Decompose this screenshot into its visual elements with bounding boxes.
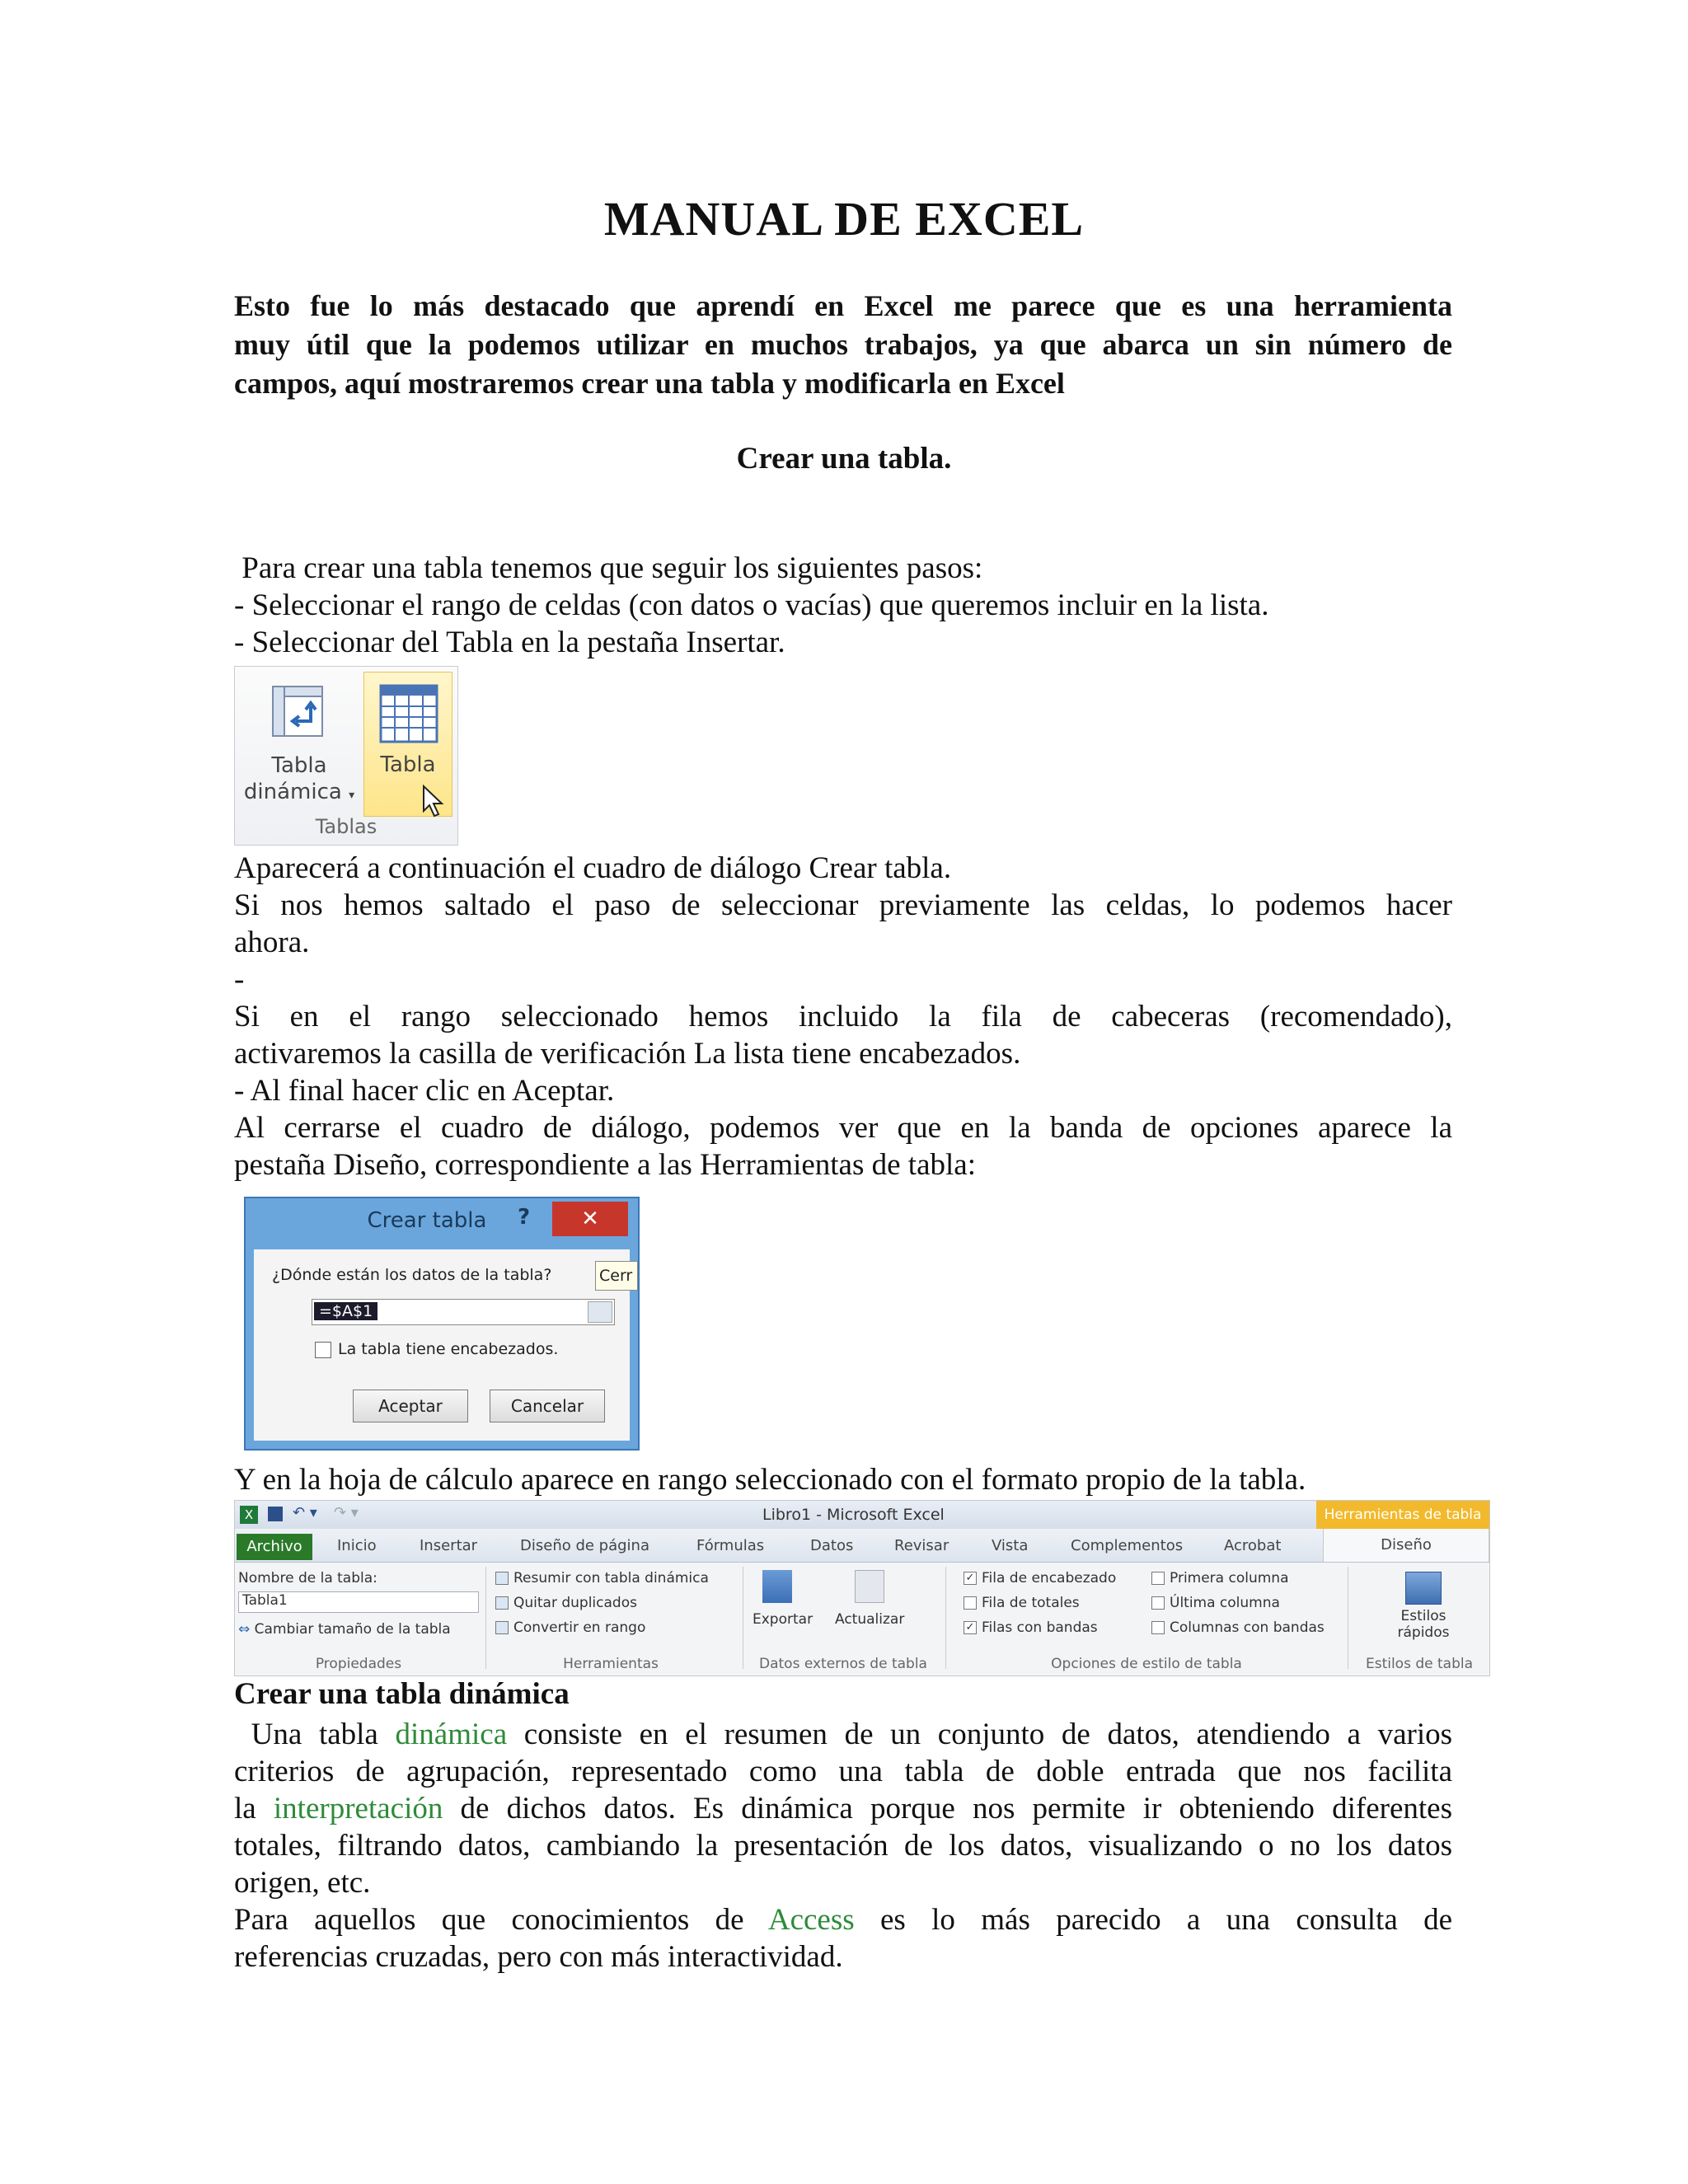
checkbox[interactable] bbox=[964, 1596, 977, 1610]
mouse-cursor-icon bbox=[420, 785, 448, 818]
group-divider bbox=[485, 1567, 486, 1669]
context-tab-table-tools: Herramientas de tabla bbox=[1316, 1501, 1489, 1529]
para-line: activaremos la casilla de verificación La lista tiene encabezados. bbox=[234, 1037, 1021, 1071]
section-heading-tabla-dinamica: Crear una tabla dinámica bbox=[234, 1677, 570, 1711]
pivot-icon bbox=[495, 1572, 509, 1585]
redo-icon[interactable]: ↷ ▾ bbox=[334, 1504, 359, 1521]
tab-revisar[interactable]: Revisar bbox=[894, 1537, 950, 1554]
range-input[interactable] bbox=[312, 1299, 615, 1325]
group-label-datos-externos: Datos externos de tabla bbox=[759, 1656, 927, 1672]
close-button[interactable]: ✕ bbox=[552, 1202, 628, 1236]
summarize-pivot-button[interactable]: Resumir con tabla dinámica bbox=[495, 1570, 709, 1586]
para-line: - bbox=[234, 963, 245, 996]
range-format-sentence: Y en la hoja de cálculo aparece en rango seleccionado con el formato propio de la tabla. bbox=[234, 1463, 1306, 1497]
tooltip: Cerr bbox=[595, 1261, 638, 1291]
dialog-title: Crear tabla bbox=[367, 1208, 487, 1233]
window-title: Libro1 - Microsoft Excel bbox=[762, 1506, 945, 1524]
convert-icon bbox=[495, 1621, 509, 1634]
export-icon bbox=[762, 1570, 792, 1603]
tab-archivo[interactable]: Archivo bbox=[237, 1534, 312, 1560]
table-button-label: Tabla bbox=[380, 752, 436, 777]
first-column-option[interactable]: Primera columna bbox=[1151, 1570, 1289, 1586]
para-line: Si nos hemos saltado el paso de seleccionar previamente las celdas, lo podemos hacer bbox=[234, 888, 1452, 922]
table-grid-icon bbox=[379, 684, 438, 743]
intro-line: Esto fue lo más destacado que aprendí en Excel me parece que es una herramienta bbox=[234, 289, 1452, 322]
section-heading-crear-tabla: Crear una tabla. bbox=[736, 442, 952, 476]
range-value: =$A$1 bbox=[314, 1302, 377, 1320]
quick-styles-icon bbox=[1405, 1572, 1442, 1605]
help-icon[interactable]: ? bbox=[518, 1205, 531, 1230]
para-line: Para aquellos que conocimientos de Access es lo más parecido a una consulta de bbox=[234, 1903, 1453, 1937]
resize-icon: ⇔ bbox=[238, 1621, 255, 1638]
pivot-label-line1: Tabla bbox=[271, 753, 327, 778]
banded-columns-option[interactable]: Columnas con bandas bbox=[1151, 1619, 1325, 1636]
refresh-icon bbox=[855, 1570, 884, 1603]
undo-icon[interactable]: ↶ ▾ bbox=[293, 1504, 317, 1521]
headers-checkbox-label: La tabla tiene encabezados. bbox=[338, 1340, 559, 1358]
link-dinamica[interactable]: dinámica bbox=[395, 1718, 508, 1751]
para-line: ahora. bbox=[234, 926, 310, 959]
link-access[interactable]: Access bbox=[767, 1903, 855, 1937]
ribbon-tablas-screenshot bbox=[234, 666, 458, 846]
ok-button[interactable]: Aceptar bbox=[353, 1390, 468, 1422]
steps-line: - Seleccionar del Tabla en la pestaña Insertar. bbox=[234, 626, 785, 659]
collapse-dialog-icon[interactable] bbox=[588, 1301, 612, 1323]
dialog-question: ¿Dónde están los datos de la tabla? bbox=[272, 1266, 552, 1284]
ribbon-tabs bbox=[235, 1529, 1489, 1563]
para-line: referencias cruzadas, pero con más interactividad. bbox=[234, 1940, 843, 1974]
excel-ribbon-screenshot bbox=[234, 1500, 1490, 1676]
excel-logo-icon: X bbox=[240, 1506, 258, 1524]
tab-diseno[interactable]: Diseño bbox=[1323, 1529, 1489, 1562]
table-button[interactable] bbox=[363, 672, 452, 817]
group-divider bbox=[945, 1567, 946, 1669]
para-line: totales, filtrando datos, cambiando la presentación de los datos, visualizando o no los datos bbox=[234, 1829, 1452, 1863]
steps-line: Para crear una tabla tenemos que seguir los siguientes pasos: bbox=[234, 551, 983, 585]
title-bar bbox=[235, 1501, 1489, 1529]
quick-styles-button[interactable]: Estilos rápidos bbox=[1397, 1608, 1450, 1641]
para-line: Aparecerá a continuación el cuadro de diálogo Crear tabla. bbox=[234, 851, 952, 885]
tab-complementos[interactable]: Complementos bbox=[1071, 1537, 1184, 1554]
pivot-table-icon bbox=[271, 685, 324, 738]
checkbox-checked[interactable]: ✓ bbox=[964, 1621, 977, 1634]
cancel-button[interactable]: Cancelar bbox=[490, 1390, 605, 1422]
intro-paragraph bbox=[234, 287, 1452, 403]
export-button[interactable]: Exportar bbox=[753, 1611, 814, 1628]
resize-table-button[interactable]: ⇔ Cambiar tamaño de la tabla bbox=[238, 1621, 451, 1638]
refresh-button[interactable]: Actualizar bbox=[835, 1611, 905, 1628]
para-line: la interpretación de dichos datos. Es dinámica porque nos permite ir obteniendo diferentes bbox=[234, 1792, 1452, 1825]
group-label-estilos: Estilos de tabla bbox=[1365, 1656, 1474, 1672]
headers-checkbox[interactable] bbox=[315, 1342, 331, 1358]
para-line: origen, etc. bbox=[234, 1866, 371, 1900]
duplicates-icon bbox=[495, 1596, 509, 1610]
pivot-table-paragraph bbox=[234, 1716, 1452, 1975]
group-label-propiedades: Propiedades bbox=[315, 1656, 402, 1672]
para-line: - Al final hacer clic en Aceptar. bbox=[234, 1074, 615, 1108]
banded-rows-option[interactable]: ✓ Filas con bandas bbox=[964, 1619, 1098, 1636]
checkbox[interactable] bbox=[1151, 1572, 1165, 1585]
checkbox-checked[interactable]: ✓ bbox=[964, 1572, 977, 1585]
para-line: Una tabla dinámica consiste en el resumen de un conjunto de datos, atendiendo a varios bbox=[234, 1718, 1452, 1751]
total-row-option[interactable]: Fila de totales bbox=[964, 1595, 1080, 1611]
tab-vista[interactable]: Vista bbox=[992, 1537, 1029, 1554]
para-line: pestaña Diseño, correspondiente a las Herramientas de tabla: bbox=[234, 1148, 976, 1182]
para-line: criterios de agrupación, representado como una tabla de doble entrada que nos facilita bbox=[234, 1755, 1452, 1788]
para-line: Si en el rango seleccionado hemos incluido la fila de cabeceras (recomendado), bbox=[234, 1000, 1452, 1033]
dropdown-arrow-icon: ▾ bbox=[349, 789, 355, 802]
last-column-option[interactable]: Última columna bbox=[1151, 1595, 1280, 1611]
remove-duplicates-button[interactable]: Quitar duplicados bbox=[495, 1595, 637, 1611]
header-row-option[interactable]: ✓ Fila de encabezado bbox=[964, 1570, 1116, 1586]
link-interpretacion[interactable]: interpretación bbox=[273, 1792, 443, 1825]
tab-inicio[interactable]: Inicio bbox=[337, 1537, 377, 1554]
checkbox[interactable] bbox=[1151, 1596, 1165, 1610]
steps-block bbox=[234, 550, 1452, 661]
group-label-tablas: Tablas bbox=[315, 815, 377, 838]
pivot-table-button[interactable] bbox=[241, 752, 357, 808]
tab-acrobat[interactable]: Acrobat bbox=[1224, 1537, 1282, 1554]
checkbox[interactable] bbox=[1151, 1621, 1165, 1634]
intro-line: muy útil que la podemos utilizar en muchos trabajos, ya que abarca un sin número de bbox=[234, 328, 1452, 361]
convert-to-range-button[interactable]: Convertir en rango bbox=[495, 1619, 645, 1636]
tab-formulas[interactable]: Fórmulas bbox=[696, 1537, 765, 1554]
group-label-herramientas: Herramientas bbox=[563, 1656, 659, 1672]
group-label-opciones-estilo: Opciones de estilo de tabla bbox=[1051, 1656, 1242, 1672]
dialog-explanation bbox=[234, 850, 1452, 1183]
save-icon[interactable] bbox=[268, 1507, 283, 1521]
pivot-label-line2: dinámica ▾ bbox=[243, 780, 355, 804]
table-name-label: Nombre de la tabla: bbox=[238, 1570, 377, 1586]
tab-diseno-pagina[interactable]: Diseño de página bbox=[520, 1537, 649, 1554]
para-line: Al cerrarse el cuadro de diálogo, podemos ver que en la banda de opciones aparece la bbox=[234, 1111, 1452, 1145]
steps-line: - Seleccionar el rango de celdas (con datos o vacías) que queremos incluir en la lista. bbox=[234, 588, 1269, 622]
create-table-dialog-screenshot bbox=[244, 1197, 640, 1451]
intro-line: campos, aquí mostraremos crear una tabla y modificarla en Excel bbox=[234, 367, 1065, 400]
table-name-input[interactable]: Tabla1 bbox=[238, 1591, 479, 1613]
dialog-body bbox=[254, 1249, 630, 1441]
page-title: MANUAL DE EXCEL bbox=[603, 192, 1085, 246]
tab-datos[interactable]: Datos bbox=[810, 1537, 854, 1554]
tab-insertar[interactable]: Insertar bbox=[420, 1537, 478, 1554]
